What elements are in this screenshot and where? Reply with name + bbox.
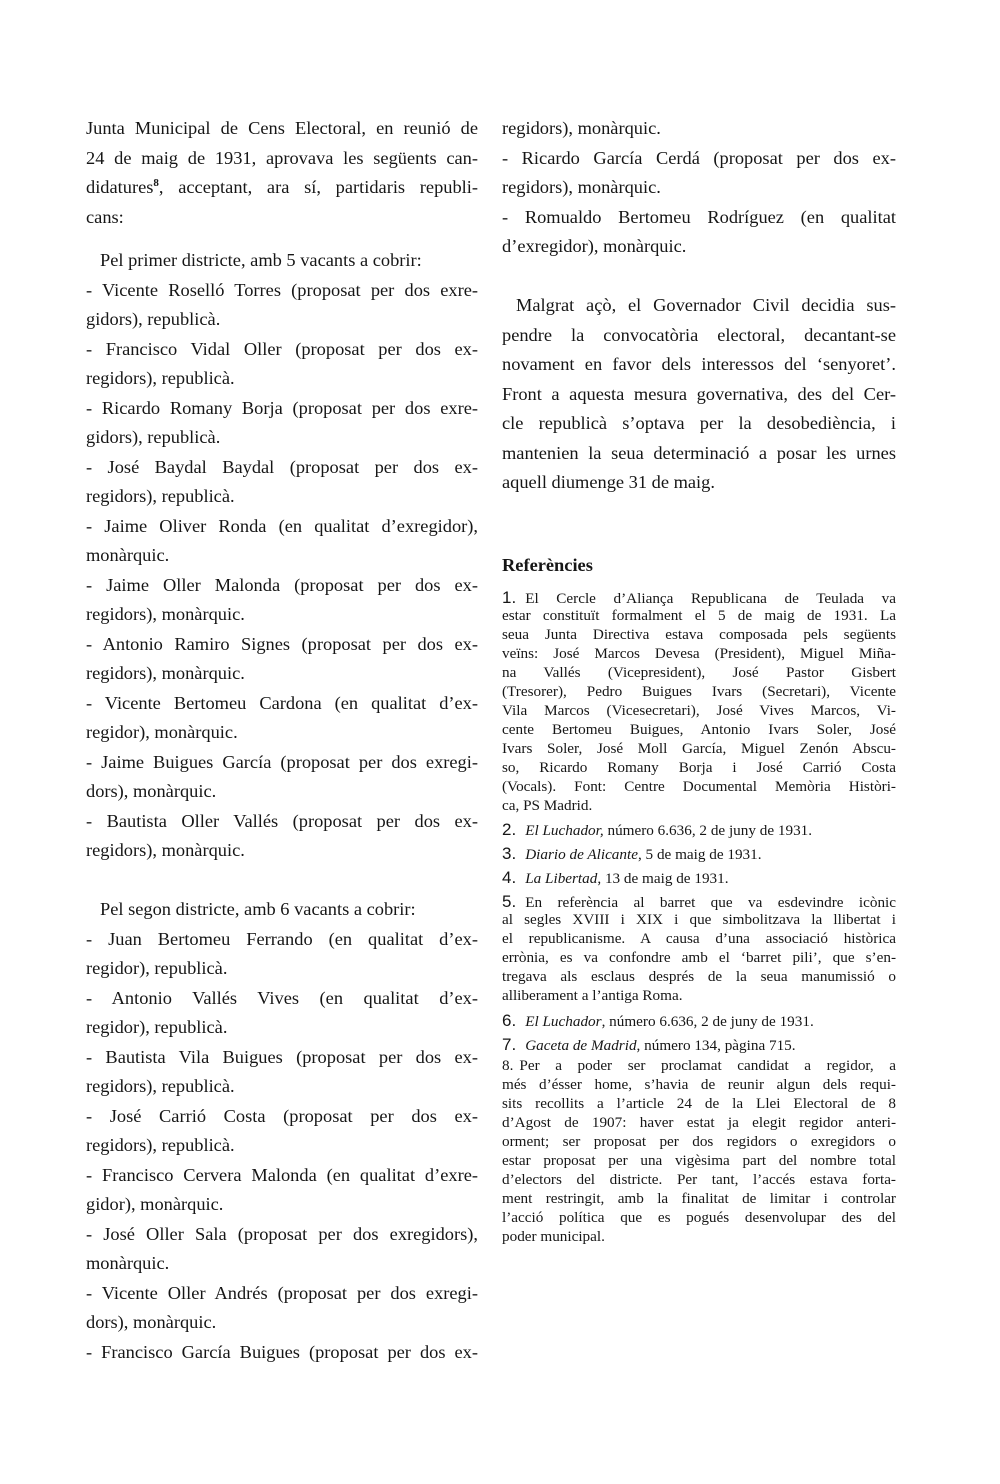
candidate-line: gidors), republicà.: [86, 309, 221, 329]
reference-line: d’electors del districte. Per tant, l’accés estava forta-: [502, 1171, 896, 1188]
reference-line: orment; ser proposat per dos regidors o exregidors o: [502, 1133, 896, 1150]
candidate-line: - Bautista Oller Vallés (proposat per dos ex-: [86, 811, 478, 831]
candidate-line: - Juan Bertomeu Ferrando (en qualitat d’ex-: [86, 929, 478, 949]
reference-line: seua Junta Directiva estava composada pels següents: [502, 626, 896, 643]
reference-line: més d’ésser home, s’havia de reunir algun dels requi-: [502, 1076, 896, 1093]
reference-number: 1.: [502, 588, 517, 607]
reference-line: l’acció política que es pogués desenvolupar des del: [502, 1209, 896, 1226]
reference-line: al segles XVIII i XIX i que simbolitzava la llibertat i: [502, 911, 896, 928]
reference-line: veïns: José Marcos Devesa (President), Miguel Miña-: [502, 645, 896, 662]
candidate-line: monàrquic.: [86, 545, 170, 565]
candidate-line: regidors), monàrquic.: [86, 840, 245, 860]
reference-number: 4.: [502, 868, 517, 887]
reference-line: ment restringit, amb la finalitat de limitar i controlar: [502, 1190, 896, 1207]
reference-line: Vila Marcos (Vicesecretari), José Vives Marcos, Vi-: [502, 702, 896, 719]
candidate-line: - José Oller Sala (proposat per dos exregidors),: [86, 1224, 478, 1244]
candidate-line: - Antonio Ramiro Signes (proposat per dos ex-: [86, 634, 478, 654]
reference-line: so, Ricardo Romany Borja i José Carrió Costa: [502, 759, 896, 776]
reference-number: 8.: [502, 1057, 514, 1074]
paragraph-line: pendre la convocatòria electoral, decantant-se: [502, 325, 896, 345]
reference-line: 1. El Cercle d’Aliança Republicana de Teulada va: [502, 588, 896, 607]
paragraph-line: mantenien la seua determinació a posar les urnes: [502, 443, 896, 463]
candidate-line: regidors), monàrquic.: [86, 604, 245, 624]
reference-number: 7.: [502, 1035, 517, 1054]
body-line: 24 de maig de 1931, aprovava les següents can-: [86, 148, 478, 168]
candidate-line: dors), monàrquic.: [86, 781, 217, 801]
reference-line: 3. Diario de Alicante, 5 de maig de 1931.: [502, 844, 762, 863]
candidate-line: - Vicente Bertomeu Cardona (en qualitat d’ex-: [86, 693, 478, 713]
reference-line: estar constituït formalment el 5 de maig de 1931. La: [502, 607, 896, 624]
paragraph-line: novament en favor dels interessos del ‘senyoret’.: [502, 354, 896, 374]
reference-line: errònia, es va confondre amb el ‘barret pili’, que s’en-: [502, 949, 896, 966]
paragraph-line: Malgrat açò, el Governador Civil decidia sus-: [516, 295, 896, 315]
reference-line: estar proposat per una vigèsima part del nombre total: [502, 1152, 896, 1169]
candidate-line: - Ricardo García Cerdá (proposat per dos ex-: [502, 148, 896, 168]
reference-line: 5. En referència al barret que va esdevindre icònic: [502, 892, 896, 911]
reference-number: 2.: [502, 820, 517, 839]
paragraph-line: cle republicà s’optava per la desobediència, i: [502, 413, 896, 433]
reference-line: d’Agost de 1907: haver estat ja elegit regidor anteri-: [502, 1114, 896, 1131]
reference-number: 6.: [502, 1011, 517, 1030]
candidate-line: regidors), monàrquic.: [86, 663, 245, 683]
reference-line: 8. Per a poder ser proclamat candidat a regidor, a: [502, 1057, 896, 1074]
candidate-line: regidors), republicà.: [86, 486, 235, 506]
reference-number: 3.: [502, 844, 517, 863]
body-line: Junta Municipal de Cens Electoral, en reunió de: [86, 118, 478, 138]
reference-line: 4. La Libertad, 13 de maig de 1931.: [502, 868, 729, 887]
candidate-line: - José Carrió Costa (proposat per dos ex-: [86, 1106, 478, 1126]
candidate-line: - Vicente Oller Andrés (proposat per dos exregi-: [86, 1283, 478, 1303]
candidate-line: - Francisco García Buigues (proposat per dos ex-: [86, 1342, 478, 1362]
reference-line: ca, PS Madrid.: [502, 797, 593, 814]
district-heading: Pel segon districte, amb 6 vacants a cobrir:: [100, 899, 416, 919]
candidate-line: - Jaime Buigues García (proposat per dos exregi-: [86, 752, 478, 772]
candidate-line: - Jaime Oliver Ronda (en qualitat d’exregidor),: [86, 516, 478, 536]
body-line: cans:: [86, 207, 124, 227]
candidate-line: - José Baydal Baydal (proposat per dos ex-: [86, 457, 478, 477]
candidate-line: gidors), republicà.: [86, 427, 221, 447]
candidate-line: - Antonio Vallés Vives (en qualitat d’ex-: [86, 988, 478, 1008]
candidate-line: - Francisco Cervera Malonda (en qualitat d’exre-: [86, 1165, 478, 1185]
reference-number: 5.: [502, 892, 517, 911]
candidate-line: - Francisco Vidal Oller (proposat per dos ex-: [86, 339, 478, 359]
references-heading: Referències: [502, 555, 593, 575]
candidate-line: regidors), republicà.: [86, 1076, 235, 1096]
reference-line: na Vallés (Vicepresident), José Pastor Gisbert: [502, 664, 896, 681]
candidate-line: dors), monàrquic.: [86, 1312, 217, 1332]
candidate-line: - Vicente Roselló Torres (proposat per dos exre-: [86, 280, 478, 300]
reference-line: 6. El Luchador, número 6.636, 2 de juny de 1931.: [502, 1011, 814, 1030]
reference-line: sits recollits a l’article 24 de la Llei Electoral de 8: [502, 1095, 896, 1112]
reference-line: (Tresorer), Pedro Buigues Ivars (Secretari), Vicente: [502, 683, 896, 700]
candidate-line: d’exregidor), monàrquic.: [502, 236, 687, 256]
candidate-line: regidor), republicà.: [86, 958, 228, 978]
reference-line: alliberament a l’antiga Roma.: [502, 987, 683, 1004]
candidate-line: - Ricardo Romany Borja (proposat per dos exre-: [86, 398, 478, 418]
reference-line: tregava als esclaus després de la seua manumissió o: [502, 968, 896, 985]
body-line: didatures$^8$, acceptant, ara sí, partidaris republi-: [86, 176, 478, 197]
candidate-line: monàrquic.: [86, 1253, 170, 1273]
reference-line: cente Bertomeu Buigues, Antonio Ivars Soler, José: [502, 721, 896, 738]
footnote-mark: 8: [153, 176, 159, 189]
paragraph-line: aquell diumenge 31 de maig.: [502, 472, 715, 492]
candidate-line: regidors), monàrquic.: [502, 118, 661, 138]
reference-line: el republicanisme. A causa d’una associació històrica: [502, 930, 896, 947]
reference-line: Ivars Soler, José Moll García, Miguel Zenón Abscu-: [502, 740, 896, 757]
reference-line: 2. El Luchador, número 6.636, 2 de juny de 1931.: [502, 820, 813, 839]
reference-line: poder municipal.: [502, 1228, 605, 1245]
reference-line: (Vocals). Font: Centre Documental Memòria Històri-: [502, 778, 896, 795]
candidate-line: regidors), republicà.: [86, 1135, 235, 1155]
candidate-line: - Bautista Vila Buigues (proposat per dos ex-: [86, 1047, 478, 1067]
candidate-line: - Jaime Oller Malonda (proposat per dos ex-: [86, 575, 478, 595]
candidate-line: regidor), monàrquic.: [86, 722, 238, 742]
candidate-line: - Romualdo Bertomeu Rodríguez (en qualitat: [502, 207, 896, 227]
reference-line: 7. Gaceta de Madrid, número 134, pàgina 715.: [502, 1035, 796, 1054]
candidate-line: regidors), republicà.: [86, 368, 235, 388]
candidate-line: regidor), republicà.: [86, 1017, 228, 1037]
district-heading: Pel primer districte, amb 5 vacants a cobrir:: [100, 250, 422, 270]
candidate-line: regidors), monàrquic.: [502, 177, 661, 197]
candidate-line: gidor), monàrquic.: [86, 1194, 224, 1214]
paragraph-line: Front a aquesta mesura governativa, des del Cer-: [502, 384, 896, 404]
